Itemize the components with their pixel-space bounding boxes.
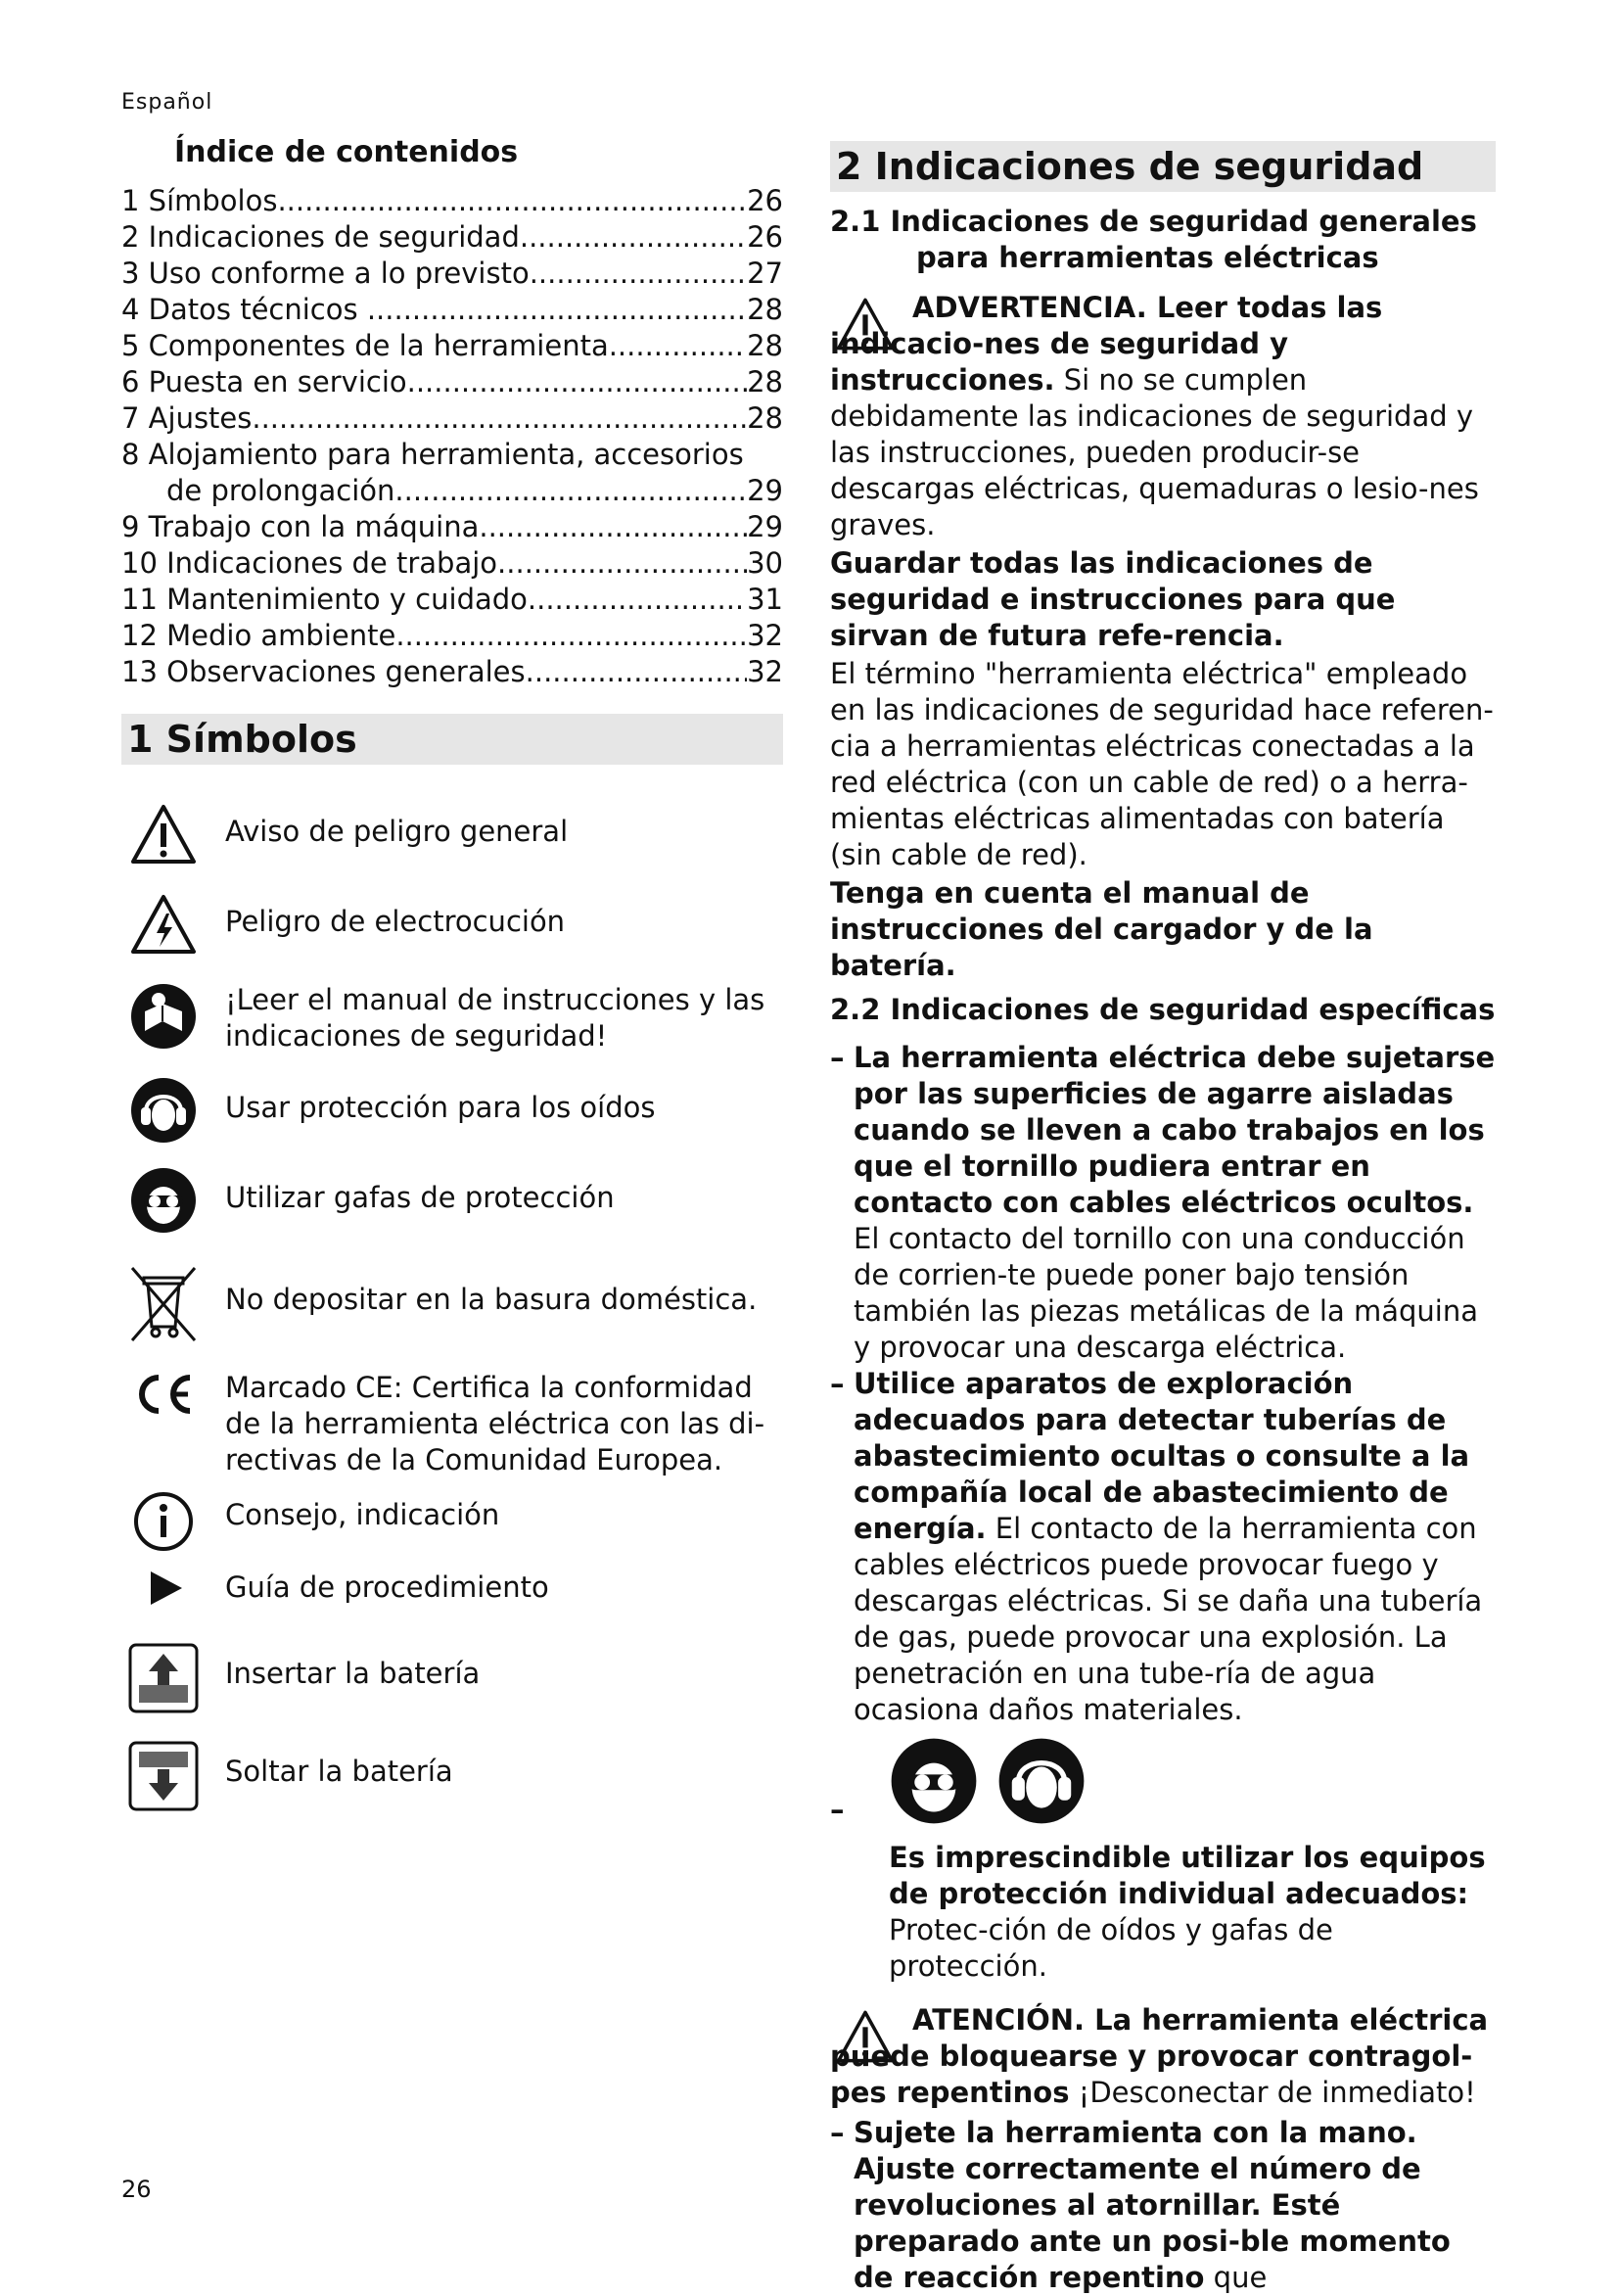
- symbol-item: Consejo, indicación: [121, 1491, 783, 1566]
- subsection-heading: 2.1 Indicaciones de seguridad generales para herramientas eléctricas: [830, 205, 1477, 274]
- read-manual-icon: [129, 982, 198, 1051]
- toc-entry[interactable]: 4 Datos técnicos ..... 28: [121, 292, 783, 328]
- toc-entry[interactable]: 5 Componentes de la herramienta ..... 28: [121, 328, 783, 364]
- page-number: 26: [121, 2176, 152, 2203]
- symbol-item: Usar protección para los oídos: [121, 1076, 783, 1166]
- ppe-paragraph: Es imprescindible utilizar los equipos de protección individual adecuados: Protec-ción de oídos y gafas de protección.: [889, 1841, 1486, 1983]
- toc-entry[interactable]: 13 Observaciones generales ..... 32: [121, 654, 783, 690]
- toc-entry[interactable]: 2 Indicaciones de seguridad ..... 26: [121, 219, 783, 256]
- crossed-bin-icon: [126, 1262, 201, 1344]
- release-battery-icon: [127, 1740, 200, 1812]
- toc-entry[interactable]: 8 Alojamiento para herramienta, accesorios: [121, 438, 744, 471]
- right-column: [830, 141, 1496, 2296]
- subsection-heading: 2.2 Indicaciones de seguridad específicas: [830, 993, 1496, 1026]
- symbol-item: ¡Leer el manual de instrucciones y las indicaciones de seguridad!: [121, 982, 783, 1076]
- electric-shock-icon: [129, 892, 198, 957]
- toc-entry[interactable]: 6 Puesta en servicio ..... 28: [121, 364, 783, 400]
- symbol-item: Insertar la batería: [121, 1642, 783, 1740]
- list-item: – Sujete la herramienta con la mano. Ajuste correctamente el número de revoluciones al atornillar. Esté preparado ante un posi-ble momento de reacción repentino que: [830, 2116, 1451, 2294]
- language-label: Español: [121, 90, 213, 115]
- list-item: – Utilice aparatos de exploración adecuados para detectar tuberías de abastecimiento ocultas o consulte a la compañía local de abastecimiento de energía. El contacto de la herramienta con cables eléctricos puede provocar fuego y descargas eléctricas. Si se daña una tubería de gas, puede provocar una explosión. La penetración en una tube-ría de agua ocasiona daños materiales.: [830, 1367, 1483, 1726]
- toc-entry[interactable]: 9 Trabajo con la máquina ..... 29: [121, 509, 783, 545]
- symbol-item: Utilizar gafas de protección: [121, 1166, 783, 1262]
- ear-protection-icon: [129, 1076, 198, 1145]
- insert-battery-icon: [127, 1642, 200, 1714]
- symbol-item: Guía de procedimiento: [121, 1566, 783, 1642]
- ear-protection-icon: [996, 1736, 1087, 1826]
- play-triangle-icon: [139, 1566, 188, 1611]
- term-paragraph: El término "herramienta eléctrica" empleado en las indicaciones de seguridad hace referen-cia a herramientas eléctricas conectadas a la red eléctrica (con un cable de red) o a herra-mientas eléctricas alimentadas con batería (sin cable de red).: [830, 657, 1494, 871]
- table-of-contents: [121, 183, 783, 690]
- symbol-item: Soltar la batería: [121, 1740, 783, 1818]
- list-item: – La herramienta eléctrica debe sujetarse por las superficies de agarre aisladas cuando se lleven a cabo trabajos en los que el tornillo pudiera entrar en contacto con cables eléctricos ocultos. El contacto del tornillo con una conducción de corrien-te puede poner bajo tensión también las piezas metálicas de la máquina y provocar una descarga eléctrica.: [830, 1041, 1496, 1364]
- toc-entry[interactable]: 10 Indicaciones de trabajo ..... 30: [121, 545, 783, 582]
- ppe-icons-row: –: [830, 1736, 1496, 1826]
- eye-protection-icon: [129, 1166, 198, 1235]
- symbols-list: [121, 802, 783, 1818]
- toc-title: Índice de contenidos: [174, 135, 519, 169]
- toc-entry[interactable]: 7 Ajustes ..... 28: [121, 400, 783, 437]
- left-column: [121, 135, 783, 1818]
- warning-triangle-icon: [129, 802, 198, 867]
- warning-paragraph: ADVERTENCIA. Leer todas las indicacio-nes de seguridad y instrucciones. Si no se cumplen debidamente las indicaciones de seguridad y las instrucciones, pueden producir-se descargas eléctricas, quemaduras o lesio-nes graves.: [830, 291, 1479, 541]
- symbols-heading: 1 Símbolos: [121, 714, 783, 765]
- eye-protection-icon: [889, 1736, 979, 1826]
- toc-entry[interactable]: 11 Mantenimiento y cuidado ..... 31: [121, 582, 783, 618]
- symbol-item: Peligro de electrocución: [121, 892, 783, 982]
- toc-entry[interactable]: 3 Uso conforme a lo previsto ..... 27: [121, 256, 783, 292]
- info-icon: [133, 1491, 194, 1552]
- toc-entry[interactable]: 1 Símbolos ..... 26: [121, 183, 783, 219]
- toc-entry[interactable]: de prolongación ..... 29: [121, 473, 783, 509]
- charger-note: Tenga en cuenta el manual de instrucciones del cargador y de la batería.: [830, 876, 1373, 982]
- toc-entry[interactable]: 12 Medio ambiente ..... 32: [121, 618, 783, 654]
- symbol-item: No depositar en la basura doméstica.: [121, 1262, 783, 1370]
- safety-heading: 2 Indicaciones de seguridad: [830, 141, 1496, 192]
- keep-instructions: Guardar todas las indicaciones de seguridad e instrucciones para que sirvan de futura refe-rencia.: [830, 546, 1396, 652]
- attention-paragraph: ATENCIÓN. La herramienta eléctrica puede bloquearse y provocar contragol-pes repentinos ¡Desconectar de inmediato!: [830, 2003, 1489, 2109]
- symbol-item: Marcado CE: Certifica la conformidad de la herramienta eléctrica con las di-rectivas de la Comunidad Europea.: [121, 1370, 783, 1491]
- symbol-item: Aviso de peligro general: [121, 802, 783, 892]
- ce-mark-icon: [129, 1370, 198, 1419]
